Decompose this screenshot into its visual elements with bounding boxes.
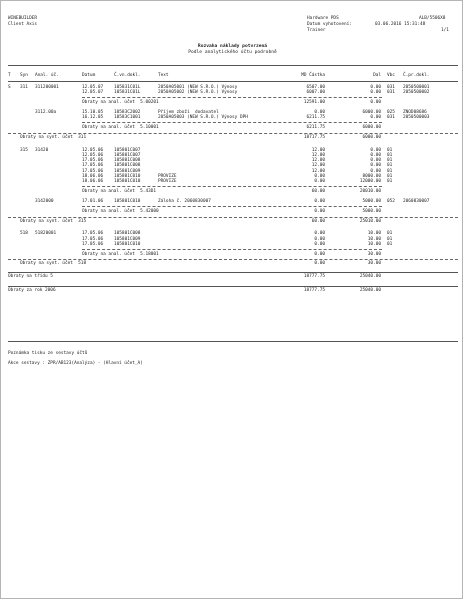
row-doc-number: 105801C008 [114,163,141,169]
analytic-account: 3112.00a [35,109,57,115]
subtotal-md: 6211.75 [306,125,325,131]
row-doc-number: 105831C01L [114,90,141,96]
row-date: 17.05.06 [82,241,104,247]
analytic-account: 51820001 [35,231,57,237]
footer-note-line: Akce sestavy : ZPR/AB123(Analýza) - (Hlavní účet_A) [8,361,143,366]
synthetic-total-label: Obraty na synt. účet 518 [20,261,87,267]
row-doc-number: 105801C009 [114,236,141,242]
row-dal-amount: 0.00 [370,163,381,169]
row-vbc: 01 [387,236,393,242]
row-dal-amount: 6000.00 [362,109,381,115]
row-text: Příjem zboží dodavatel [158,109,219,115]
col-pr: Č.pr.dokl. [403,73,430,78]
year-total-label: Obraty za rok 2006 [8,287,56,293]
year-rule [8,286,458,287]
row-md-amount: 0.00 [314,198,325,204]
subtotal-dal: 0.00 [370,100,381,106]
subtotal-md: 0.00 [314,209,325,215]
col-dal: Dal [373,73,381,78]
row-doc-number: 105801C010 [114,198,141,204]
col-vbc: Vbc [387,73,395,78]
report-subtitle: Podle analytického účtu podrobně [188,50,277,55]
row-doc-number: 105801C010 [114,179,141,185]
row-dal-amount: 10.00 [367,241,381,247]
row-dal-amount: 0.00 [370,158,381,164]
row-dal-amount: 0.00 [370,147,381,153]
row-md-amount: 12.00 [311,168,325,174]
row-text: 2050A05003 (NEW S.R.O.) Výnosy DPH [158,115,248,121]
footer-note-title: Poznámka tisku ze sestavy účtů [8,351,88,356]
row-vbc: 031 [387,85,395,90]
row-doc-number: 105801C008 [114,158,141,164]
row-dal-amount: 0.00 [370,90,381,96]
row-dal-amount: 12000.00 [359,179,381,185]
row-vbc: 01 [387,179,393,185]
row-date: 17.05.06 [82,236,104,242]
footer-rule [8,341,458,342]
row-dal-amount: 0.00 [370,168,381,174]
subtotal-label: Obraty na anal. účet 5.42000 [82,209,159,215]
row-md-amount: 12.00 [311,158,325,164]
subtotal-label: Obraty na anal. účet 5.18001 [82,251,159,257]
subtotal-rule [82,206,382,207]
row-date: 16.12.05 [82,115,104,121]
col-doc: Č.vn.dokl. [114,73,141,78]
row-dal-amount: 8000.00 [362,174,381,180]
row-vbc: 01 [387,231,393,237]
date-value: 03.06.2016 15:31:48 [375,22,426,27]
report-label: Trainer [307,28,326,33]
row-dal-amount: 0.00 [370,85,381,90]
row-vbc: 01 [387,168,393,174]
subtotal-md: 12591.00 [303,100,325,106]
header-rule [8,65,458,66]
row-vbc: 025 [387,109,395,115]
subtotal-dal: 5000.00 [362,209,381,215]
synthetic-total-md: 0.00 [314,261,325,267]
row-date: 12.05.06 [82,152,104,158]
row-md-amount: 12.00 [311,163,325,169]
row-vbc: 031 [387,90,395,96]
row-date: 18.06.06 [82,179,104,185]
analytic-account: 31420 [35,147,49,153]
row-vbc: 01 [387,241,393,247]
columns-rule [8,81,458,82]
subtotal-dal: 30.00 [367,251,381,257]
row-vbc: 01 [387,152,393,158]
subtotal-rule [82,249,382,250]
synthetic-total-md: 18717.75 [303,134,325,140]
subtotal-label: Obraty na anal. účet 5.00201 [82,100,159,106]
subtotal-dal: 6000.00 [362,125,381,131]
row-dal-amount: 0.00 [370,152,381,158]
analytic-account: 311200001 [35,85,59,90]
row-doc-number: 105801C010 [114,174,141,180]
row-date: 18.06.06 [82,174,104,180]
row-pr-doc: 2050500002 [403,90,430,96]
synthetic-total-md: 60.00 [311,218,325,224]
col-md: MD Částka [301,73,325,78]
system-name: Hardware PDS [307,16,339,21]
col-syn: Syn [20,73,28,78]
row-md-amount: 0.00 [314,236,325,242]
row-doc-number: 10583C2002 [114,109,141,115]
row-text: PROVIZE [158,179,177,185]
row-doc-number: 105801C007 [114,147,141,153]
subtotal-md: 0.00 [314,251,325,257]
analytic-account: 3142000 [35,198,54,204]
row-dal-amount: 10.00 [367,236,381,242]
row-dal-amount: 0.00 [370,115,381,121]
row-date: 12.05.06 [82,147,104,153]
row-md-amount: 0.00 [314,174,325,180]
row-pr-doc: 2060830007 [403,198,430,204]
row-md-amount: 0.00 [314,231,325,237]
row-type: S [8,85,11,90]
date-label: Datum vyhotovení: [307,22,352,27]
row-pr-doc: ZNOD08686 [403,109,427,115]
row-doc-number: 10583C1001 [114,115,141,121]
row-text: Záloha č. 2060830007 [158,198,211,204]
row-dal-amount: 10.00 [367,231,381,237]
row-date: 17.05.06 [82,163,104,169]
row-md-amount: 0.00 [314,179,325,185]
row-md-amount: 6007.00 [306,90,325,96]
row-vbc: 01 [387,147,393,153]
row-vbc: 052 [387,198,395,204]
synthetic-total-dal: 25010.00 [359,218,381,224]
page-code: ALB/5506X8 [419,16,446,21]
subtotal-rule [82,122,382,123]
year-total-dal: 25040.00 [359,287,381,293]
report-title: Rozvaha náklady potvrzená [197,44,268,49]
class-rule [8,272,458,273]
row-md-amount: 12.00 [311,147,325,153]
synthetic-total-dal: 30.00 [367,261,381,267]
year-total-md: 18777.75 [303,287,325,293]
subtotal-dal: 20010.00 [359,189,381,195]
row-date: 17.01.06 [82,198,104,204]
subtotal-rule [82,97,382,98]
row-md-amount: 0.00 [314,109,325,115]
row-date: 17.05.06 [82,168,104,174]
subtotal-label: Obraty na anal. účet 5.10001 [82,125,159,131]
row-doc-number: 105801C010 [114,241,141,247]
synthetic-account: 518 [20,231,28,237]
client-name: Client Axis [8,22,38,27]
row-vbc: 01 [387,174,393,180]
synthetic-account: 315 [20,147,28,153]
row-doc-number: 105831C01L [114,85,141,90]
col-anal: Anal. úč. [35,73,59,78]
class-total-dal: 25040.00 [359,274,381,280]
synthetic-total-dal: 6000.00 [362,134,381,140]
row-pr-doc: 2050500001 [403,85,430,90]
row-md-amount: 12.00 [311,152,325,158]
row-vbc: 031 [387,115,395,121]
row-date: 17.05.06 [82,158,104,164]
subtotal-label: Obraty na anal. účet 5.43D1 [82,189,157,195]
synthetic-total-label: Obraty na synt. účet 315 [20,218,87,224]
row-doc-number: 105801C009 [114,168,141,174]
synthetic-total-label: Obraty na synt. účet 311 [20,134,87,140]
row-text: 2050A05002 (NEW S.R.O.) Výnosy [158,90,238,96]
row-pr-doc: 2050500003 [403,115,430,121]
row-date: 15.10.05 [82,109,104,115]
col-t: T [8,73,11,78]
row-md-amount: 6211.75 [306,115,325,121]
row-doc-number: 105801C008 [114,231,141,237]
row-md-amount: 6507.00 [306,85,325,90]
page-number: 1/1 [441,28,449,33]
class-total-label: Obraty na třídu 5 [8,274,53,280]
row-text: 2050A05001 (NEW S.R.O.) Výnosy [158,85,238,90]
row-doc-number: 105801C007 [114,152,141,158]
row-md-amount: 0.00 [314,241,325,247]
group-rule [8,133,458,134]
row-text: PROVIZE [158,174,177,180]
row-date: 12.05.07 [82,85,104,90]
synthetic-account: 311 [20,85,28,90]
class-total-md: 18777.75 [303,274,325,280]
row-dal-amount: 5000.00 [362,198,381,204]
subtotal-rule [82,186,382,187]
col-date: Datum [82,73,96,78]
row-vbc: 01 [387,163,393,169]
subtotal-md: 60.00 [311,189,325,195]
row-date: 17.05.06 [82,231,104,237]
company-name: WINEBUILDER [8,16,38,21]
row-vbc: 01 [387,158,393,164]
row-date: 12.05.07 [82,90,104,96]
col-text: Text [158,73,169,78]
group-rule [8,217,458,218]
